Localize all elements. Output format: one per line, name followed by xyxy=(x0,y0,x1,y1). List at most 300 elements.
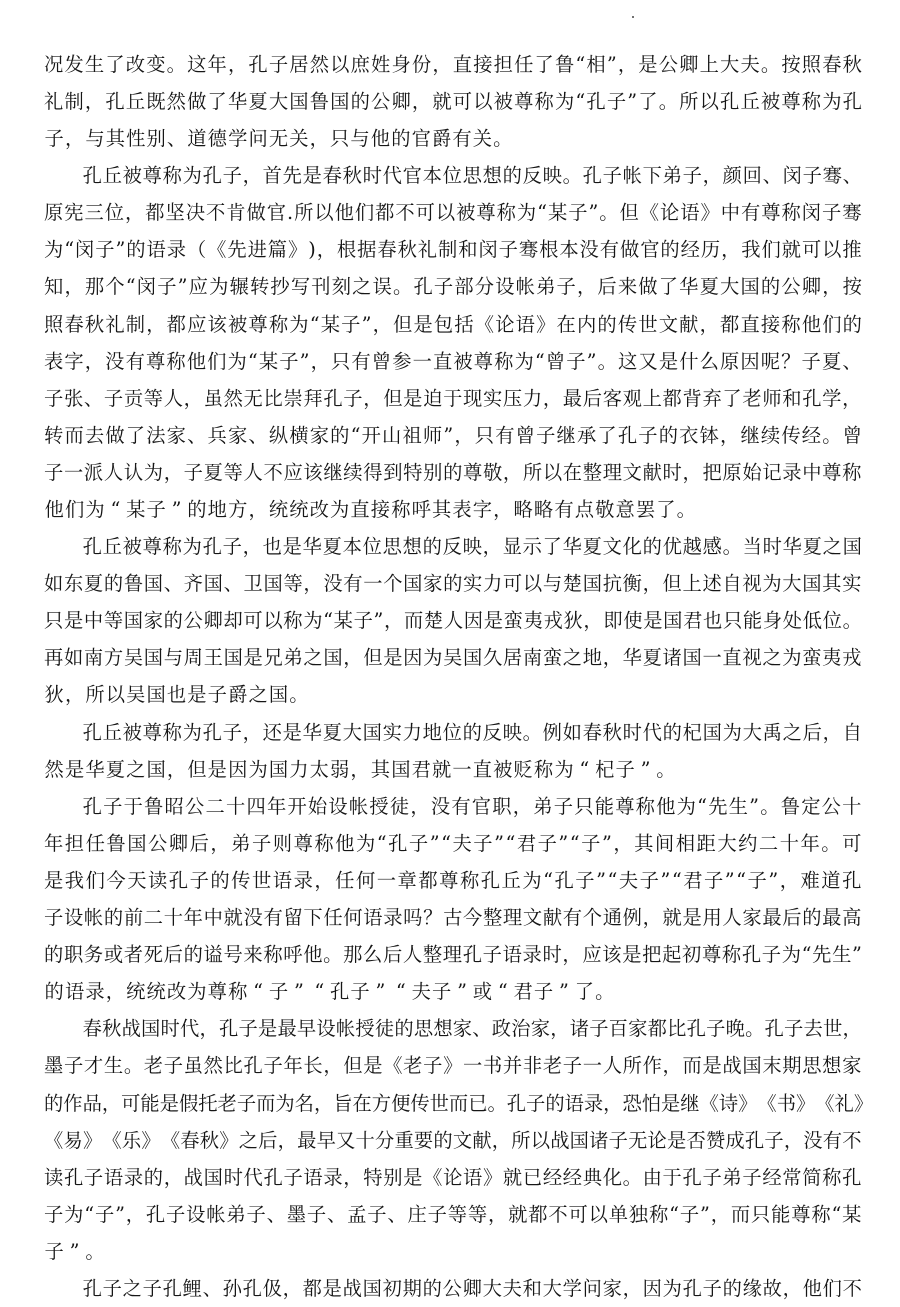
glyph: 没 xyxy=(803,1128,823,1152)
glyph: 二 xyxy=(758,831,779,855)
glyph: 楚 xyxy=(562,572,583,596)
glyph: 什 xyxy=(679,349,699,373)
glyph: 录 xyxy=(123,1165,144,1189)
glyph: 录 xyxy=(85,980,105,1004)
glyph: 就 xyxy=(432,89,452,113)
glyph: 则 xyxy=(272,831,293,855)
glyph: 显 xyxy=(502,535,522,559)
glyph: 国 xyxy=(569,1128,589,1152)
glyph: 子 xyxy=(473,831,493,855)
glyph: 爵 xyxy=(431,127,452,151)
glyph: 国 xyxy=(403,572,423,596)
glyph: 身 xyxy=(391,52,411,76)
glyph: 职 xyxy=(492,794,512,818)
glyph: 述 xyxy=(702,572,722,596)
glyph: “ xyxy=(350,423,361,447)
glyph: ？ xyxy=(423,906,443,930)
glyph: 开 xyxy=(361,423,381,447)
glyph: 一 xyxy=(363,572,383,596)
glyph: 然 xyxy=(203,1054,223,1078)
glyph: ” xyxy=(558,831,569,855)
glyph: ， xyxy=(166,757,187,781)
glyph: 于 xyxy=(123,794,143,818)
glyph: 继 xyxy=(556,423,576,447)
glyph: 子 xyxy=(222,720,242,744)
glyph: 年 xyxy=(44,831,64,855)
glyph: ？ xyxy=(781,349,801,373)
glyph: 始 xyxy=(742,460,762,484)
glyph: 孔 xyxy=(480,868,501,892)
text-line xyxy=(44,269,862,306)
glyph: 只 xyxy=(330,127,350,151)
glyph: 该 xyxy=(303,460,323,484)
glyph: 以 xyxy=(588,1202,608,1226)
glyph: 经 xyxy=(801,423,822,447)
glyph: 三 xyxy=(84,201,104,225)
glyph: 子 xyxy=(638,423,658,447)
glyph: 子 xyxy=(822,201,842,225)
glyph: 的 xyxy=(597,312,617,336)
glyph: 孔 xyxy=(506,1091,527,1115)
glyph: 被 xyxy=(227,312,248,336)
glyph: 大 xyxy=(268,89,289,113)
glyph: 到 xyxy=(383,460,403,484)
glyph: 然 xyxy=(309,52,329,76)
glyph: 与 xyxy=(85,127,105,151)
glyph: “ xyxy=(575,89,586,113)
glyph: 成 xyxy=(725,1128,745,1152)
glyph: 子 xyxy=(431,980,452,1004)
glyph: ， xyxy=(779,868,799,892)
glyph: 子 xyxy=(103,794,123,818)
glyph: 最 xyxy=(277,1017,297,1041)
glyph: 初 xyxy=(682,943,702,967)
glyph: 被 xyxy=(493,89,513,113)
glyph: 字 xyxy=(64,349,84,373)
glyph: 可 xyxy=(415,201,435,225)
glyph: 是 xyxy=(403,1165,423,1189)
glyph: 中 xyxy=(802,460,822,484)
glyph: 经 xyxy=(762,1165,782,1189)
glyph: 难 xyxy=(800,868,820,892)
glyph: “ xyxy=(669,1202,680,1226)
glyph: “ xyxy=(831,1202,842,1226)
glyph: 、 xyxy=(187,423,207,447)
glyph: 政 xyxy=(491,1017,512,1041)
glyph: 》 xyxy=(536,312,556,336)
glyph: 份 xyxy=(411,52,432,76)
glyph: 国 xyxy=(289,89,309,113)
glyph: 力 xyxy=(289,757,309,781)
glyph: 子 xyxy=(157,275,177,299)
glyph: 鲁 xyxy=(309,89,329,113)
glyph: 秋 xyxy=(84,312,105,336)
glyph: 春 xyxy=(377,238,397,262)
glyph: 》 xyxy=(82,1128,103,1152)
glyph: “ xyxy=(607,868,618,892)
glyph: 但 xyxy=(393,312,413,336)
glyph: 。 xyxy=(323,943,343,967)
glyph: 章 xyxy=(397,868,417,892)
glyph: 家 xyxy=(143,609,163,633)
text-line xyxy=(44,417,862,454)
glyph: 就 xyxy=(431,757,452,781)
glyph: 据 xyxy=(357,238,377,262)
glyph: ， xyxy=(583,609,603,633)
glyph: 是 xyxy=(682,906,702,930)
glyph: 爵 xyxy=(228,683,248,707)
glyph: 卿 xyxy=(679,52,699,76)
glyph: 原 xyxy=(719,349,740,373)
glyph: 子 xyxy=(482,943,502,967)
text-line xyxy=(44,640,862,677)
glyph: 子 xyxy=(602,164,622,188)
glyph: 后 xyxy=(582,386,603,410)
glyph: 子 xyxy=(608,1128,628,1152)
glyph: 但 xyxy=(343,1054,363,1078)
glyph: 了 xyxy=(534,52,554,76)
glyph: 个 xyxy=(105,275,125,299)
glyph: 诸 xyxy=(662,646,682,670)
text-line xyxy=(44,973,862,1010)
glyph: 《 xyxy=(383,1054,403,1078)
glyph: 都 xyxy=(662,386,682,410)
glyph: 卿 xyxy=(391,89,411,113)
glyph: 横 xyxy=(289,423,309,447)
glyph: ， xyxy=(242,720,262,744)
glyph: 们 xyxy=(64,498,85,522)
glyph: 战 xyxy=(121,1017,141,1041)
glyph: 没 xyxy=(579,238,599,262)
glyph: 国 xyxy=(146,757,166,781)
glyph: 、 xyxy=(266,1202,286,1226)
glyph: 大 xyxy=(742,720,762,744)
glyph: 是 xyxy=(159,1091,179,1115)
glyph: 做 xyxy=(638,275,658,299)
glyph: 衣 xyxy=(679,423,699,447)
glyph: 现 xyxy=(463,386,483,410)
glyph: 夫 xyxy=(411,980,431,1004)
glyph: 那 xyxy=(84,275,105,299)
glyph: 按 xyxy=(842,275,862,299)
glyph: 居 xyxy=(502,646,523,670)
glyph: “ xyxy=(309,312,320,336)
glyph: 或 xyxy=(103,943,124,967)
glyph: 特 xyxy=(403,460,423,484)
glyph: “ xyxy=(575,52,586,76)
glyph: 子 xyxy=(207,683,227,707)
glyph: 设 xyxy=(495,275,515,299)
glyph: 、 xyxy=(842,164,862,188)
glyph: 华 xyxy=(85,757,105,781)
glyph: 相 xyxy=(586,52,606,76)
glyph: 子 xyxy=(706,1017,726,1041)
glyph: ， xyxy=(493,498,513,522)
glyph: 骞 xyxy=(822,164,842,188)
glyph: 长 xyxy=(303,1054,323,1078)
glyph: 弟 xyxy=(533,794,553,818)
glyph: 尊 xyxy=(142,535,162,559)
glyph: 反 xyxy=(522,164,542,188)
glyph: 春 xyxy=(322,164,342,188)
glyph: 缘 xyxy=(742,1276,762,1300)
glyph: 的 xyxy=(143,1165,164,1189)
glyph: 语 xyxy=(103,1165,124,1189)
glyph: 公 xyxy=(658,52,678,76)
glyph: ， xyxy=(309,127,329,151)
glyph: 献 xyxy=(542,906,563,930)
glyph: 们 xyxy=(761,238,781,262)
glyph: 家 xyxy=(227,423,248,447)
glyph: 。 xyxy=(599,201,619,225)
glyph: 本 xyxy=(422,164,442,188)
glyph: 子 xyxy=(367,1202,387,1226)
glyph: 语 xyxy=(502,943,522,967)
glyph: 称 xyxy=(162,720,182,744)
glyph: 闵 xyxy=(801,201,822,225)
glyph: 夏 xyxy=(582,535,602,559)
glyph: 姓 xyxy=(371,52,391,76)
glyph: 国 xyxy=(391,757,411,781)
glyph: 大 xyxy=(342,720,362,744)
glyph: 作 xyxy=(642,1054,662,1078)
glyph: 为 xyxy=(662,1276,682,1300)
glyph: 君 xyxy=(411,757,431,781)
glyph: ， xyxy=(550,1017,570,1041)
glyph: ， xyxy=(721,238,741,262)
glyph: 直 xyxy=(350,498,370,522)
glyph: 想 xyxy=(433,1017,453,1041)
glyph: 称 xyxy=(801,89,822,113)
glyph: 卿 xyxy=(168,831,189,855)
glyph: 纵 xyxy=(268,423,289,447)
glyph: 的 xyxy=(662,720,682,744)
glyph: 时 xyxy=(542,943,562,967)
glyph: 百 xyxy=(608,1017,628,1041)
text-line xyxy=(44,862,862,899)
glyph: 个 xyxy=(582,906,603,930)
glyph: ” xyxy=(299,349,310,373)
glyph: 之 xyxy=(122,1276,142,1300)
glyph: 了 xyxy=(638,89,658,113)
glyph: 国 xyxy=(141,1017,161,1041)
glyph: 任 xyxy=(514,52,534,76)
glyph: 人 xyxy=(163,386,183,410)
text-line xyxy=(44,454,862,491)
glyph: 礼 xyxy=(105,312,125,336)
glyph: 丘 xyxy=(102,720,122,744)
glyph: 位 xyxy=(822,609,842,633)
glyph: 下 xyxy=(642,164,662,188)
glyph: 照 xyxy=(801,52,822,76)
glyph: 有 xyxy=(263,906,283,930)
glyph: ， xyxy=(242,164,262,188)
glyph: “ xyxy=(505,831,516,855)
glyph: “ xyxy=(323,609,333,633)
glyph: 其 xyxy=(634,831,654,855)
glyph: 越 xyxy=(682,535,702,559)
glyph: 国 xyxy=(263,572,283,596)
glyph: ” xyxy=(293,980,304,1004)
glyph: 久 xyxy=(482,646,503,670)
glyph: 的 xyxy=(394,1017,414,1041)
glyph: 弟 xyxy=(226,1202,246,1226)
glyph: 称 xyxy=(842,460,862,484)
glyph: 既 xyxy=(146,89,166,113)
glyph: 思 xyxy=(413,1017,434,1041)
glyph: 是 xyxy=(638,52,658,76)
glyph: 子 xyxy=(142,1276,162,1300)
glyph: ， xyxy=(282,1276,302,1300)
glyph: 夫 xyxy=(618,868,639,892)
glyph: 录 xyxy=(293,868,313,892)
glyph: 们 xyxy=(207,349,227,373)
glyph: 因 xyxy=(642,1276,662,1300)
glyph: “ xyxy=(671,868,682,892)
glyph: 一 xyxy=(452,757,472,781)
glyph: 尊 xyxy=(439,868,459,892)
glyph: 而 xyxy=(256,1091,276,1115)
glyph: ” xyxy=(494,831,504,855)
glyph: 了 xyxy=(542,535,562,559)
glyph: 称 xyxy=(721,943,742,967)
glyph: 。 xyxy=(123,1054,144,1078)
glyph: 老 xyxy=(542,1054,563,1078)
glyph: 文 xyxy=(622,460,642,484)
glyph: 文 xyxy=(658,312,678,336)
glyph: 子 xyxy=(427,1202,447,1226)
glyph: 死 xyxy=(143,943,163,967)
glyph: 反 xyxy=(482,720,502,744)
glyph: 。 xyxy=(166,52,186,76)
glyph: 国 xyxy=(842,535,862,559)
glyph: 春 xyxy=(64,312,84,336)
glyph: 子 xyxy=(581,831,601,855)
glyph: “ xyxy=(801,943,812,967)
glyph: ， xyxy=(613,831,633,855)
glyph: 后 xyxy=(802,720,822,744)
glyph: 回 xyxy=(742,164,762,188)
glyph: 《 xyxy=(474,312,495,336)
glyph: 做 xyxy=(105,423,125,447)
glyph: 历 xyxy=(700,238,721,262)
glyph: 是 xyxy=(363,1054,383,1078)
glyph: 十 xyxy=(779,831,799,855)
glyph: 孔 xyxy=(145,1202,166,1226)
glyph: 而 xyxy=(448,1091,469,1115)
glyph: ， xyxy=(642,906,662,930)
glyph: 比 xyxy=(667,1017,687,1041)
glyph: 之 xyxy=(352,275,372,299)
glyph: 他 xyxy=(370,127,391,151)
glyph: “ xyxy=(543,868,553,892)
glyph: 担 xyxy=(493,52,513,76)
glyph: 称 xyxy=(496,201,516,225)
glyph: 能 xyxy=(742,609,763,633)
glyph: 官 xyxy=(411,127,431,151)
glyph: 映 xyxy=(462,535,482,559)
glyph: 》 xyxy=(219,1128,239,1152)
glyph: 呼 xyxy=(283,943,303,967)
glyph: 的 xyxy=(103,572,124,596)
glyph: 刊 xyxy=(311,275,331,299)
glyph: 官 xyxy=(471,794,492,818)
glyph: 已 xyxy=(522,1165,543,1189)
glyph: 国 xyxy=(362,1276,382,1300)
glyph: 是 xyxy=(187,683,207,707)
glyph: 为 xyxy=(782,646,802,670)
glyph: 之 xyxy=(822,535,842,559)
glyph: 应 xyxy=(188,275,208,299)
glyph: 子 xyxy=(103,386,124,410)
glyph: ” xyxy=(115,1202,125,1226)
glyph: 时 xyxy=(362,164,382,188)
glyph: 最 xyxy=(562,386,583,410)
glyph: 于 xyxy=(662,1165,682,1189)
glyph: 继 xyxy=(680,1091,700,1115)
glyph: 子 xyxy=(747,868,767,892)
glyph: 之 xyxy=(238,1128,258,1152)
glyph: 。 xyxy=(658,89,678,113)
glyph: 尊 xyxy=(207,980,227,1004)
glyph: ” xyxy=(852,943,862,967)
glyph: 等 xyxy=(447,1202,468,1226)
glyph: 整 xyxy=(422,943,443,967)
glyph: 只 xyxy=(722,609,743,633)
glyph: 子 xyxy=(566,349,586,373)
glyph: 孔 xyxy=(686,1017,706,1041)
glyph: 为 xyxy=(554,89,575,113)
glyph: 杞 xyxy=(595,757,615,781)
glyph: 是 xyxy=(483,609,503,633)
text-line xyxy=(44,306,862,343)
glyph: 钵 xyxy=(699,423,719,447)
glyph: 就 xyxy=(662,906,682,930)
glyph: 国 xyxy=(143,572,164,596)
glyph: 。 xyxy=(722,535,742,559)
glyph: 根 xyxy=(336,238,357,262)
glyph: 太 xyxy=(309,757,329,781)
glyph: 只 xyxy=(574,794,594,818)
glyph: 所 xyxy=(85,683,105,707)
glyph: 礼 xyxy=(417,238,438,262)
text-line xyxy=(44,380,862,417)
text-line xyxy=(44,231,862,268)
text-line xyxy=(44,1233,862,1270)
glyph: 不 xyxy=(842,1128,862,1152)
glyph: 等 xyxy=(283,572,303,596)
text-line xyxy=(44,1196,862,1233)
glyph: 都 xyxy=(375,201,395,225)
glyph: 语 xyxy=(303,1165,323,1189)
glyph: 例 xyxy=(622,906,642,930)
glyph: 孔 xyxy=(462,943,482,967)
glyph: 衡 xyxy=(622,572,642,596)
glyph: ， xyxy=(822,720,842,744)
text-line xyxy=(44,83,862,120)
glyph: ” xyxy=(373,609,384,633)
glyph: 接 xyxy=(473,52,493,76)
glyph: 而 xyxy=(64,423,84,447)
glyph: 鲤 xyxy=(182,1276,202,1300)
glyph: 位 xyxy=(104,201,125,225)
glyph: 位 xyxy=(442,164,462,188)
glyph: 其 xyxy=(370,757,391,781)
paragraph-first-line xyxy=(44,157,862,194)
glyph: 最 xyxy=(762,906,782,930)
glyph: 子 xyxy=(44,1239,64,1263)
glyph: 也 xyxy=(262,535,282,559)
